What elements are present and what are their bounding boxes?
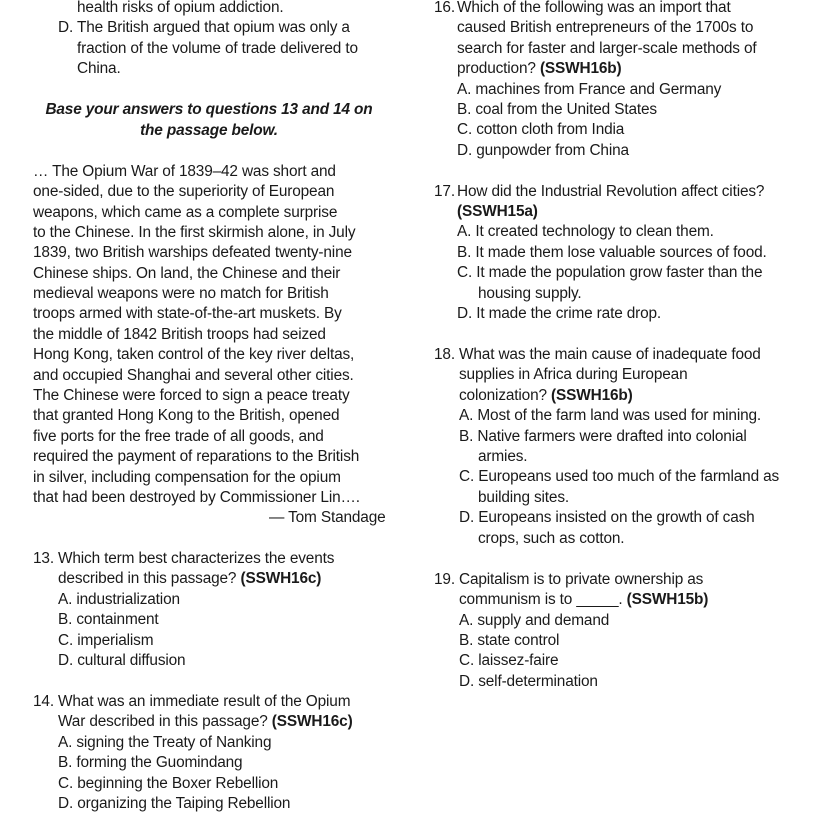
- option-d: D. Europeans insisted on the growth of cash: [459, 509, 755, 526]
- standard-code: (SSWH16c): [271, 713, 353, 730]
- passage-line: The Chinese were forced to sign a peace treaty: [33, 387, 350, 404]
- question-stem-line2: caused British entrepreneurs of the 1700s to: [457, 19, 754, 36]
- stem-text: communism is to _____.: [459, 591, 623, 608]
- question-stem: Which term best characterizes the events: [58, 550, 335, 567]
- option-c: C. imperialism: [58, 632, 154, 649]
- option-d: D. organizing the Taiping Rebellion: [58, 795, 291, 812]
- passage-attribution: — Tom Standage: [269, 509, 386, 526]
- passage-line: the middle of 1842 British troops had seized: [33, 326, 326, 343]
- question-stem: What was the main cause of inadequate food: [459, 346, 761, 363]
- passage-line: required the payment of reparations to the British: [33, 448, 360, 465]
- stem-text: described in this passage?: [58, 570, 237, 587]
- option-b: B. containment: [58, 611, 159, 628]
- option-c: C. Europeans used too much of the farmland as: [459, 468, 780, 485]
- option-a: A. industrialization: [58, 591, 180, 608]
- stem-text: War described in this passage?: [58, 713, 268, 730]
- question-stem-line2: [459, 590, 708, 610]
- question-stem-line4: [457, 59, 622, 79]
- option-a: A. machines from France and Germany: [457, 81, 722, 98]
- question-stem: What was an immediate result of the Opium: [58, 693, 351, 710]
- standard-code: (SSWH16c): [240, 570, 322, 587]
- option-b: B. coal from the United States: [457, 101, 657, 118]
- question-number: 17.: [434, 183, 455, 200]
- standard-code: (SSWH16b): [539, 60, 622, 77]
- right-column: [412, 0, 824, 826]
- prev-question-option-c-tail: health risks of opium addiction.: [77, 0, 284, 16]
- question-stem: Which of the following was an import that: [457, 0, 731, 16]
- question-stem-line2: [58, 569, 321, 589]
- option-a: A. It created technology to clean them.: [457, 223, 714, 240]
- question-stem-line2: [58, 712, 353, 732]
- prev-question-option-d-line3: China.: [77, 60, 121, 77]
- option-d-cont: crops, such as cotton.: [478, 530, 625, 547]
- question-stem-line3: search for faster and larger-scale methods of: [457, 40, 757, 57]
- option-b: B. state control: [459, 632, 560, 649]
- passage-line: that had been destroyed by Commissioner Lin….: [33, 489, 360, 506]
- question-number: 13.: [33, 550, 54, 567]
- standard-code: (SSWH16b): [551, 387, 633, 404]
- question-number: 16.: [434, 0, 455, 16]
- question-number: 18.: [434, 346, 455, 363]
- passage-line: that granted Hong Kong to the British, opened: [33, 407, 340, 424]
- question-stem: Capitalism is to private ownership as: [459, 571, 704, 588]
- passage-line: medieval weapons were no match for British: [33, 285, 329, 302]
- option-c: C. beginning the Boxer Rebellion: [58, 775, 279, 792]
- standard-code: (SSWH15a): [457, 203, 538, 220]
- option-d: D. self-determination: [459, 673, 598, 690]
- option-b: B. forming the Guomindang: [58, 754, 243, 771]
- option-c: C. cotton cloth from India: [457, 121, 625, 138]
- stem-text: colonization?: [459, 387, 547, 404]
- passage-line: and occupied Shanghai and several other cities.: [33, 367, 354, 384]
- passage-line: … The Opium War of 1839–42 was short and: [33, 163, 336, 180]
- option-b-cont: armies.: [478, 448, 528, 465]
- option-b: B. It made them lose valuable sources of food.: [457, 244, 767, 261]
- option-a: A. Most of the farm land was used for mining.: [459, 407, 762, 424]
- prev-question-option-d-line2: fraction of the volume of trade delivered to: [77, 40, 358, 57]
- passage-line: Hong Kong, taken control of the key river deltas,: [33, 346, 355, 363]
- passage-instruction: Base your answers to questions 13 and 14 on: [45, 101, 373, 118]
- option-d: D. gunpowder from China: [457, 142, 629, 159]
- option-a: A. supply and demand: [459, 612, 610, 629]
- question-stem-line3: [459, 386, 633, 406]
- standard-code: (SSWH15b): [626, 591, 709, 608]
- passage-line: five ports for the free trade of all goods, and: [33, 428, 324, 445]
- passage-line: 1839, two British warships defeated twenty-nine: [33, 244, 352, 261]
- option-d: D. It made the crime rate drop.: [457, 305, 662, 322]
- option-d: D. cultural diffusion: [58, 652, 186, 669]
- question-number: 19.: [434, 571, 455, 588]
- question-number: 14.: [33, 693, 54, 710]
- question-stem: How did the Industrial Revolution affect cities?: [457, 183, 765, 200]
- option-c-cont: housing supply.: [478, 285, 582, 302]
- passage-line: in silver, including compensation for the opium: [33, 469, 341, 486]
- passage-line: Chinese ships. On land, the Chinese and their: [33, 265, 341, 282]
- option-b: B. Native farmers were drafted into colonial: [459, 428, 747, 445]
- option-a: A. signing the Treaty of Nanking: [58, 734, 272, 751]
- passage-instruction-line2: the passage below.: [140, 122, 278, 139]
- passage-line: one-sided, due to the superiority of European: [33, 183, 335, 200]
- passage-line: to the Chinese. In the first skirmish alone, in July: [33, 224, 356, 241]
- option-c: C. It made the population grow faster than the: [457, 264, 763, 281]
- prev-question-option-d: D. The British argued that opium was only a: [58, 19, 350, 36]
- option-c: C. laissez-faire: [459, 652, 559, 669]
- question-stem-line2: supplies in Africa during European: [459, 366, 688, 383]
- passage-line: weapons, which came as a complete surprise: [33, 204, 338, 221]
- option-c-cont: building sites.: [478, 489, 570, 506]
- passage-line: troops armed with state-of-the-art muskets. By: [33, 305, 342, 322]
- stem-text: production?: [457, 60, 536, 77]
